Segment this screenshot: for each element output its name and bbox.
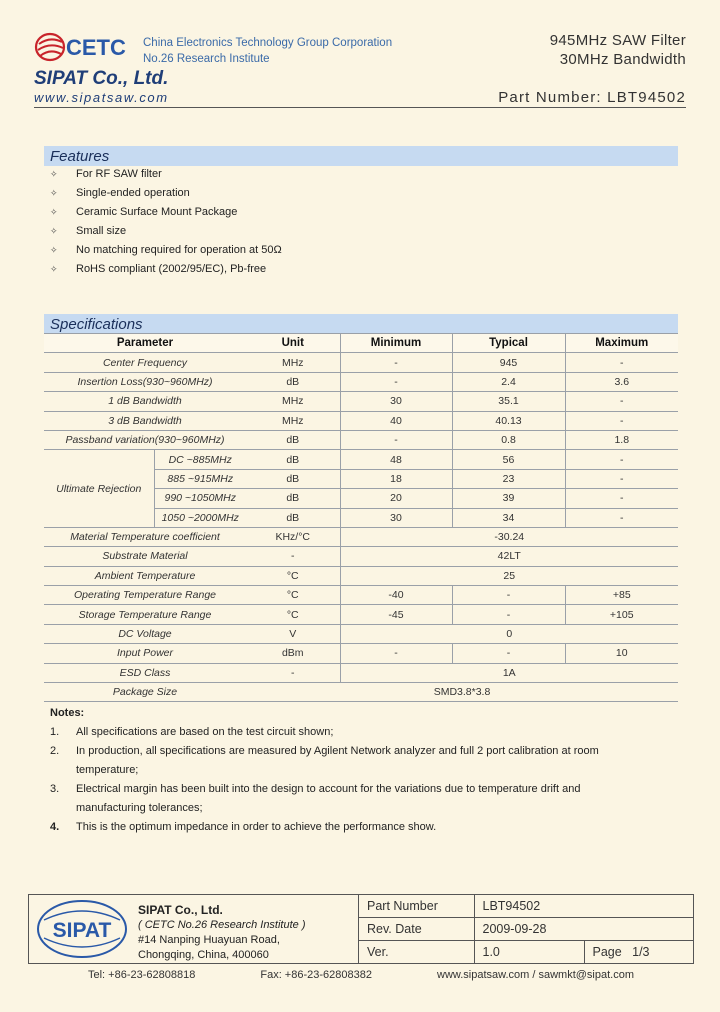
minimum-cell: 40 [340, 411, 452, 430]
feature-text: Ceramic Surface Mount Package [76, 206, 238, 218]
value-cell: 25 [340, 566, 678, 585]
minimum-cell: -45 [340, 605, 452, 624]
parameter-cell: Center Frequency [44, 353, 246, 372]
parameter-cell: Insertion Loss(930~960MHz) [44, 372, 246, 391]
specifications-heading: Specifications [44, 314, 678, 334]
maximum-cell: - [565, 469, 678, 488]
sub-parameter-cell: DC ~885MHz [154, 450, 246, 469]
product-title [550, 31, 686, 69]
diamond-bullet-icon: ✧ [50, 188, 58, 198]
feature-text: RoHS compliant (2002/95/EC), Pb-free [76, 263, 267, 275]
unit-cell: dB [246, 508, 340, 527]
parameter-cell: Passband variation(930~960MHz) [44, 430, 246, 449]
note-text: temperature; [76, 764, 139, 776]
maximum-cell: +85 [565, 586, 678, 605]
minimum-cell: - [340, 430, 452, 449]
note-number [50, 799, 76, 818]
table-row [44, 372, 678, 391]
minimum-cell: 18 [340, 469, 452, 488]
typical-cell: 945 [452, 353, 565, 372]
note-number: 1. [50, 726, 60, 738]
page-value: 1/3 [632, 944, 650, 959]
minimum-cell: - [340, 353, 452, 372]
unit-cell: V [246, 624, 340, 643]
maximum-cell: - [565, 411, 678, 430]
page-indicator [584, 940, 693, 963]
parameter-cell: 1 dB Bandwidth [44, 392, 246, 411]
column-header: Minimum [340, 334, 452, 353]
sub-parameter-cell: 885 ~915MHz [154, 469, 246, 488]
unit-cell: - [246, 663, 340, 682]
maximum-cell: - [565, 489, 678, 508]
sipat-emblem-logo [34, 898, 130, 960]
maximum-cell: 3.6 [565, 372, 678, 391]
column-header: Maximum [565, 334, 678, 353]
table-row [44, 605, 678, 624]
note-line [50, 780, 650, 799]
maximum-cell: - [565, 392, 678, 411]
parameter-cell: Ultimate Rejection [44, 450, 154, 528]
feature-text: Single-ended operation [76, 187, 190, 199]
table-row [44, 411, 678, 430]
diamond-bullet-icon: ✧ [50, 169, 58, 179]
minimum-cell: 30 [340, 392, 452, 411]
corp-line-1: China Electronics Technology Group Corporation [143, 37, 393, 49]
maximum-cell: 10 [565, 644, 678, 663]
feature-text: No matching required for operation at 50Ω [76, 244, 282, 256]
column-header: Unit [246, 334, 340, 353]
table-row [44, 450, 678, 469]
svg-text:SIPAT: SIPAT [52, 919, 112, 942]
maximum-cell: - [565, 508, 678, 527]
footer-address-1: #14 Nanping Huayuan Road, [138, 934, 280, 946]
corporation-name [143, 35, 392, 67]
table-row [44, 547, 678, 566]
value-cell: -30.24 [340, 527, 678, 546]
table-row [44, 353, 678, 372]
footer-company-info [138, 903, 306, 963]
typical-cell: 39 [452, 489, 565, 508]
telephone: Tel: +86-23-62808818 [88, 969, 196, 981]
feature-item [50, 241, 282, 260]
column-header: Parameter [44, 334, 246, 353]
sub-parameter-cell: 1050 ~2000MHz [154, 508, 246, 527]
parameter-cell: 3 dB Bandwidth [44, 411, 246, 430]
parameter-cell: Material Temperature coefficient [44, 527, 246, 546]
rev-date-value: 2009-09-28 [474, 918, 693, 941]
parameter-cell: ESD Class [44, 663, 246, 682]
unit-cell: dB [246, 469, 340, 488]
document-info-table [359, 895, 693, 963]
sub-parameter-cell: 990 ~1050MHz [154, 489, 246, 508]
table-row [44, 392, 678, 411]
page-label: Page [592, 944, 622, 959]
rev-date-label: Rev. Date [359, 918, 474, 941]
parameter-cell: Package Size [44, 683, 246, 702]
note-number [50, 761, 76, 780]
title-line-2: 30MHz Bandwidth [559, 51, 686, 68]
typical-cell: 56 [452, 450, 565, 469]
parameter-cell: Ambient Temperature [44, 566, 246, 585]
company-website: www.sipatsaw.com [34, 90, 169, 105]
note-text: In production, all specifications are measured by Agilent Network analyzer and full 2 port calibration at room [76, 745, 599, 757]
unit-cell: dB [246, 489, 340, 508]
unit-cell: °C [246, 605, 340, 624]
footer-institute: ( CETC No.26 Research Institute ) [138, 919, 306, 931]
typical-cell: - [452, 644, 565, 663]
unit-cell: MHz [246, 411, 340, 430]
footer-company-name: SIPAT Co., Ltd. [138, 903, 223, 917]
features-list [50, 165, 282, 279]
minimum-cell: - [340, 644, 452, 663]
typical-cell: 34 [452, 508, 565, 527]
note-text: Electrical margin has been built into the design to account for the variations due to temperature drift and [76, 783, 581, 795]
typical-cell: 40.13 [452, 411, 565, 430]
table-row [44, 663, 678, 682]
table-row [44, 527, 678, 546]
feature-text: For RF SAW filter [76, 168, 162, 180]
minimum-cell: - [340, 372, 452, 391]
note-number: 2. [50, 745, 60, 757]
parameter-cell: Substrate Material [44, 547, 246, 566]
typical-cell: 35.1 [452, 392, 565, 411]
note-line [50, 723, 650, 742]
feature-item [50, 260, 282, 279]
contact-line [28, 969, 694, 981]
maximum-cell: - [565, 353, 678, 372]
feature-item [50, 184, 282, 203]
fax: Fax: +86-23-62808382 [260, 969, 372, 981]
value-cell: 42LT [340, 547, 678, 566]
diamond-bullet-icon: ✧ [50, 245, 58, 255]
table-row [44, 624, 678, 643]
corp-line-2: No.26 Research Institute [143, 53, 270, 65]
note-line [50, 742, 650, 761]
parameter-cell: Input Power [44, 644, 246, 663]
diamond-bullet-icon: ✧ [50, 226, 58, 236]
unit-cell: °C [246, 566, 340, 585]
table-row [44, 566, 678, 585]
header-divider [34, 107, 686, 108]
table-row [44, 644, 678, 663]
value-cell: 0 [340, 624, 678, 643]
note-text: This is the optimum impedance in order to achieve the performance show. [76, 821, 437, 833]
maximum-cell: 1.8 [565, 430, 678, 449]
value-cell: 1A [340, 663, 678, 682]
table-row [44, 334, 678, 353]
diamond-bullet-icon: ✧ [50, 207, 58, 217]
unit-cell: MHz [246, 353, 340, 372]
diamond-bullet-icon: ✧ [50, 264, 58, 274]
version-label: Ver. [359, 940, 474, 963]
feature-item [50, 165, 282, 184]
note-line [50, 761, 650, 780]
unit-cell: dB [246, 450, 340, 469]
unit-cell: - [246, 547, 340, 566]
specifications-table [44, 333, 678, 702]
table-row [44, 430, 678, 449]
title-line-1: 945MHz SAW Filter [549, 32, 686, 49]
minimum-cell: -40 [340, 586, 452, 605]
unit-cell: MHz [246, 392, 340, 411]
part-number-value: LBT94502 [474, 895, 693, 918]
typical-cell: - [452, 586, 565, 605]
unit-cell: KHz/°C [246, 527, 340, 546]
note-number: 3. [50, 783, 60, 795]
notes-section [50, 704, 650, 837]
minimum-cell: 48 [340, 450, 452, 469]
version-value: 1.0 [474, 940, 584, 963]
features-heading: Features [44, 146, 678, 166]
feature-item [50, 203, 282, 222]
company-name: SIPAT Co., Ltd. [34, 68, 169, 89]
notes-heading: Notes: [50, 707, 85, 719]
footer-address-2: Chongqing, China, 400060 [138, 949, 269, 961]
maximum-cell: - [565, 450, 678, 469]
typical-cell: 0.8 [452, 430, 565, 449]
note-text: manufacturing tolerances; [76, 802, 203, 814]
note-line [50, 799, 650, 818]
maximum-cell: +105 [565, 605, 678, 624]
unit-cell: dB [246, 430, 340, 449]
part-number: Part Number: LBT94502 [498, 89, 686, 106]
typical-cell: - [452, 605, 565, 624]
minimum-cell: 20 [340, 489, 452, 508]
note-text: All specifications are based on the test circuit shown; [76, 726, 334, 738]
parameter-cell: Operating Temperature Range [44, 586, 246, 605]
value-cell: SMD3.8*3.8 [246, 683, 678, 702]
unit-cell: °C [246, 586, 340, 605]
column-header: Typical [452, 334, 565, 353]
feature-text: Small size [76, 225, 127, 237]
cetc-logo [34, 30, 134, 64]
typical-cell: 23 [452, 469, 565, 488]
web-and-email: www.sipatsaw.com / sawmkt@sipat.com [437, 969, 634, 981]
svg-text:CETC: CETC [66, 35, 126, 60]
part-number-label: Part Number [359, 895, 474, 918]
feature-item [50, 222, 282, 241]
parameter-cell: Storage Temperature Range [44, 605, 246, 624]
unit-cell: dBm [246, 644, 340, 663]
minimum-cell: 30 [340, 508, 452, 527]
table-row [44, 683, 678, 702]
table-row [44, 586, 678, 605]
note-line [50, 818, 650, 837]
parameter-cell: DC Voltage [44, 624, 246, 643]
unit-cell: dB [246, 372, 340, 391]
note-number: 4. [50, 821, 60, 833]
typical-cell: 2.4 [452, 372, 565, 391]
